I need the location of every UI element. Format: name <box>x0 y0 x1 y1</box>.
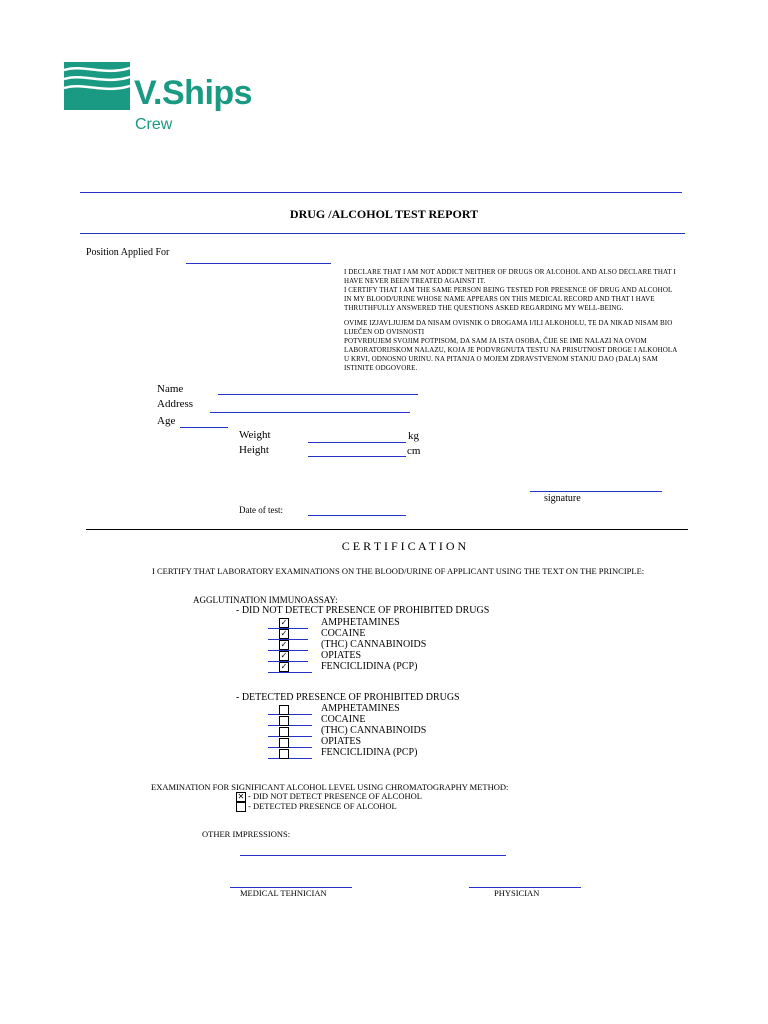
address-field[interactable] <box>210 412 410 413</box>
checkbox[interactable] <box>279 705 289 715</box>
other-impressions-field[interactable] <box>240 855 506 856</box>
drug-name: AMPHETAMINES <box>321 703 400 714</box>
age-label: Age <box>157 415 176 427</box>
declaration-block <box>344 268 680 379</box>
wave-flag-icon <box>64 62 130 112</box>
height-field[interactable] <box>308 456 406 457</box>
checkbox[interactable]: ✓ <box>280 662 288 671</box>
position-field[interactable] <box>186 263 331 264</box>
alcohol-not-detected-label: - DID NOT DETECT PRESENCE OF ALCOHOL <box>248 791 422 801</box>
date-field[interactable] <box>308 515 406 516</box>
drug-name: (THC) CANNABINOIDS <box>321 725 427 736</box>
page-title: DRUG /ALCOHOL TEST REPORT <box>289 207 479 221</box>
drug-name: OPIATES <box>321 736 362 747</box>
declaration-hr-1: OVIME IZJAVLJUJEM DA NISAM OVISNIK O DROGAMA I/ILI ALKOHOLU, TE DA NIKAD NISAM BIO LIJEČEN OD OVISNOSTI <box>344 319 673 336</box>
weight-label: Weight <box>239 429 271 441</box>
drug-name: FENCICLIDINA (PCP) <box>321 747 418 758</box>
name-label: Name <box>157 383 184 395</box>
drug-line <box>268 714 312 715</box>
drug-line <box>268 747 312 748</box>
other-impressions-label: OTHER IMPRESSIONS: <box>202 829 291 839</box>
title-bottom-rule <box>80 233 685 234</box>
date-label: Date of test: <box>239 505 283 515</box>
drug-name: FENCICLIDINA (PCP) <box>321 661 418 672</box>
drug-name: COCAINE <box>321 628 366 639</box>
declaration-hr-2: POTVRĐUJEM SVOJIM POTPISOM, DA SAM JA ISTA OSOBA, ČIJE SE IME NALAZI NA OVOM LABORATORIJSKOM NALAZU, KOJA JE PODVRGNUTA TESTU NA PRISUTNOST DROGE I ALKOHOLA U KRVI, ODNOSNO URINU. NA PITANJA O MOJEM ZDRAVSTVENOM STANJU DAO (DALA) SAM ISTINITE ODGOVORE. <box>344 337 678 372</box>
drug-line <box>268 736 312 737</box>
name-field[interactable] <box>218 394 418 395</box>
certification-statement: I CERTIFY THAT LABORATORY EXAMINATIONS ON THE BLOOD/URINE OF APPLICANT USING THE TEXT ON THE PRINCIPLE: <box>152 566 645 576</box>
declaration-en-2: I CERTIFY THAT I AM THE SAME PERSON BEING TESTED FOR PRESENCE OF DRUG AND ALCOHOL IN MY BLOOD/URINE WHOSE NAME APPEARS ON THIS MEDICAL RECORD AND THAT I HAVE THRUTHFULLY ANSWERED THE QUESTIONS ASKED REGARDING MY WELL-BEING. <box>344 286 673 312</box>
drug-name: AMPHETAMINES <box>321 617 400 628</box>
vships-logo <box>64 60 274 135</box>
logo-brand: V.Ships <box>134 74 253 112</box>
logo-sub: Crew <box>135 116 173 133</box>
drug-name: COCAINE <box>321 714 366 725</box>
checkbox[interactable] <box>279 749 289 759</box>
drug-name: (THC) CANNABINOIDS <box>321 639 427 650</box>
checkbox[interactable]: ✓ <box>280 629 288 638</box>
position-label: Position Applied For <box>86 247 170 258</box>
checkbox[interactable] <box>279 716 289 726</box>
checkbox[interactable] <box>279 727 289 737</box>
alcohol-detected-checkbox[interactable] <box>236 802 246 812</box>
detected-label: - DETECTED PRESENCE OF PROHIBITED DRUGS <box>236 692 460 703</box>
weight-unit: kg <box>408 430 419 442</box>
method-label: AGGLUTINATION IMMUNOASSAY: <box>193 595 338 605</box>
title-top-rule <box>80 192 682 193</box>
certification-heading: C E R T I F I C A T I O N <box>341 539 467 553</box>
checkbox[interactable] <box>279 738 289 748</box>
checkbox[interactable]: ✓ <box>280 618 288 627</box>
checkbox[interactable]: ✓ <box>280 651 288 660</box>
age-field[interactable] <box>180 427 228 428</box>
drug-line <box>268 758 312 759</box>
not-detected-label: - DID NOT DETECT PRESENCE OF PROHIBITED DRUGS <box>236 605 490 616</box>
address-label: Address <box>157 398 194 410</box>
drug-name: OPIATES <box>321 650 362 661</box>
technician-label: MEDICAL TEHNICIAN <box>240 888 327 898</box>
alcohol-label: EXAMINATION FOR SIGNIFICANT ALCOHOL LEVEL USING CHROMATOGRAPHY METHOD: <box>151 782 509 792</box>
section-divider <box>86 529 688 530</box>
physician-label: PHYSICIAN <box>494 888 540 898</box>
checkbox[interactable]: ✓ <box>280 640 288 649</box>
declaration-en-1: I DECLARE THAT I AM NOT ADDICT NEITHER OF DRUGS OR ALCOHOL AND ALSO DECLARE THAT I HAVE NEVER BEEN TREATED AGAINST IT. <box>344 268 676 285</box>
weight-field[interactable] <box>308 442 406 443</box>
alcohol-detected-label: - DETECTED PRESENCE OF ALCOHOL <box>248 801 397 811</box>
height-unit: cm <box>407 445 421 457</box>
height-label: Height <box>239 444 269 456</box>
signature-label: signature <box>544 493 581 504</box>
drug-line <box>268 725 312 726</box>
signature-field[interactable] <box>530 491 662 492</box>
drug-line <box>268 672 312 673</box>
alcohol-not-detected-checkbox[interactable]: ✕ <box>237 792 245 801</box>
